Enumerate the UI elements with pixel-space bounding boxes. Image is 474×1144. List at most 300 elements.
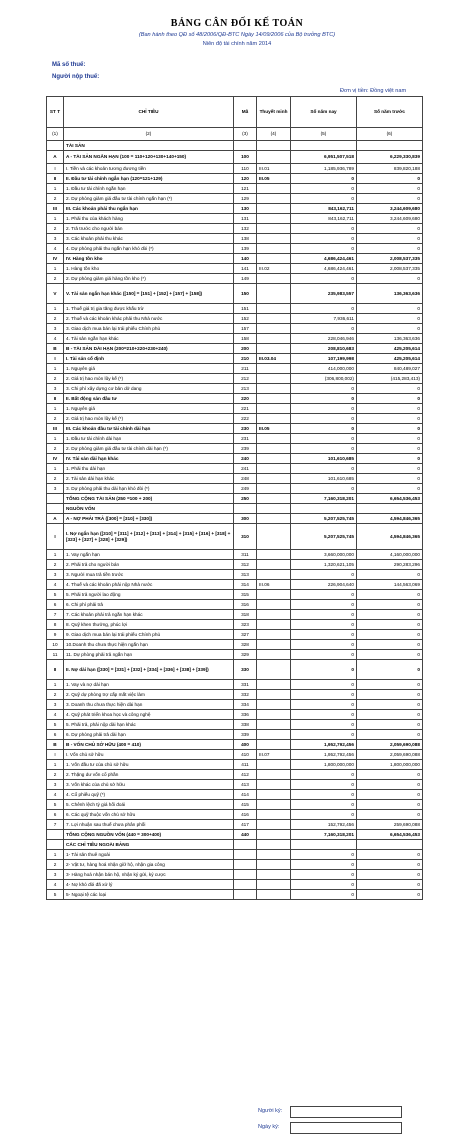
row-current-year: 0 xyxy=(291,590,357,600)
header-chi-tieu: CHỈ TIÊU xyxy=(64,97,234,128)
row-stt: 1 xyxy=(47,434,64,444)
row-code: 316 xyxy=(234,600,257,610)
row-code: 158 xyxy=(234,334,257,344)
row-previous-year: 136,363,636 xyxy=(357,284,423,304)
row-stt: 4 xyxy=(47,580,64,590)
row-item-name: II. Đầu tư tài chính ngắn hạn (120=121+129) xyxy=(64,174,234,184)
table-row xyxy=(47,464,423,474)
row-code: 138 xyxy=(234,234,257,244)
row-stt: 3 xyxy=(47,570,64,580)
row-current-year: 0 xyxy=(291,244,357,254)
table-row xyxy=(47,580,423,590)
row-item-name: NGUỒN VỐN xyxy=(64,504,234,514)
table-row xyxy=(47,524,423,550)
row-current-year: 5,207,525,745 xyxy=(291,524,357,550)
row-item-name: 4. Tài sản ngắn hạn khác xyxy=(64,334,234,344)
row-previous-year: 425,205,614 xyxy=(357,354,423,364)
row-code xyxy=(234,850,257,860)
row-current-year: 0 xyxy=(291,610,357,620)
row-code xyxy=(234,141,257,151)
table-row xyxy=(47,344,423,354)
row-current-year: 208,810,683 xyxy=(291,344,357,354)
sign-date-label: Ngày ký: xyxy=(258,1124,280,1130)
index-cell: (1) xyxy=(47,128,64,141)
table-row xyxy=(47,730,423,740)
row-current-year: 101,610,685 xyxy=(291,474,357,484)
row-previous-year: 2,008,537,335 xyxy=(357,264,423,274)
row-code: 132 xyxy=(234,224,257,234)
row-item-name: 7. Các khoản phải trả ngắn hạn khác xyxy=(64,610,234,620)
table-row xyxy=(47,780,423,790)
row-stt: 4 xyxy=(47,880,64,890)
row-current-year: 228,046,946 xyxy=(291,334,357,344)
row-note-ref xyxy=(257,394,291,404)
index-cell: (2) xyxy=(64,128,234,141)
row-note-ref xyxy=(257,384,291,394)
row-item-name: 2. Dự phòng giảm giá hàng tồn kho (*) xyxy=(64,274,234,284)
row-current-year: 101,610,685 xyxy=(291,454,357,464)
table-row xyxy=(47,640,423,650)
row-stt: 1 xyxy=(47,214,64,224)
row-previous-year: 6,229,330,839 xyxy=(357,151,423,164)
row-note-ref xyxy=(257,234,291,244)
row-item-name: III. Các khoản phải thu ngắn hạn xyxy=(64,204,234,214)
row-code: 151 xyxy=(234,304,257,314)
header-thuyet-minh: Thuyết minh xyxy=(257,97,291,128)
row-note-ref xyxy=(257,514,291,524)
row-code: 139 xyxy=(234,244,257,254)
table-row xyxy=(47,244,423,254)
row-code: 200 xyxy=(234,344,257,354)
row-note-ref xyxy=(257,444,291,454)
row-note-ref xyxy=(257,710,291,720)
row-previous-year xyxy=(357,141,423,151)
row-item-name: 1. Vốn đầu tư của chủ sở hữu xyxy=(64,760,234,770)
row-previous-year: 0 xyxy=(357,600,423,610)
row-item-name: 4. Quỹ phát triển khoa học và công nghệ xyxy=(64,710,234,720)
row-stt: 1 xyxy=(47,364,64,374)
row-previous-year: 0 xyxy=(357,464,423,474)
row-previous-year: 0 xyxy=(357,404,423,414)
table-row xyxy=(47,224,423,234)
row-stt: 2 xyxy=(47,560,64,570)
row-current-year: 0 xyxy=(291,620,357,630)
row-current-year: 7,160,318,201 xyxy=(291,830,357,840)
row-stt: 10 xyxy=(47,640,64,650)
index-cell: (6) xyxy=(357,128,423,141)
row-current-year: 1,320,621,105 xyxy=(291,560,357,570)
table-row xyxy=(47,850,423,860)
row-stt: 9 xyxy=(47,630,64,640)
row-note-ref xyxy=(257,890,291,900)
balance-sheet-table xyxy=(46,96,423,900)
row-item-name: III. Các khoản đầu tư tài chính dài hạn xyxy=(64,424,234,434)
table-row xyxy=(47,560,423,570)
index-cell: (5) xyxy=(291,128,357,141)
row-code: 331 xyxy=(234,680,257,690)
row-note-ref xyxy=(257,880,291,890)
row-item-name: V. Tài sản ngắn hạn khác ([150] = [151] + [152] + [157] + [158]) xyxy=(64,284,234,304)
row-current-year: 1,952,792,456 xyxy=(291,750,357,760)
row-current-year: 0 xyxy=(291,630,357,640)
row-note-ref xyxy=(257,214,291,224)
row-stt: 7 xyxy=(47,820,64,830)
row-note-ref xyxy=(257,474,291,484)
row-note-ref xyxy=(257,364,291,374)
row-previous-year: 0 xyxy=(357,640,423,650)
row-note-ref xyxy=(257,324,291,334)
row-current-year: 0 xyxy=(291,790,357,800)
row-item-name: 6. Các quỹ thuộc vốn chủ sở hữu xyxy=(64,810,234,820)
row-code: 220 xyxy=(234,394,257,404)
row-previous-year: 839,820,188 xyxy=(357,164,423,174)
table-row xyxy=(47,750,423,760)
row-stt: 3 xyxy=(47,780,64,790)
row-note-ref xyxy=(257,194,291,204)
row-code: 222 xyxy=(234,414,257,424)
row-current-year: 0 xyxy=(291,660,357,680)
row-item-name: 5. Phải trả người lao động xyxy=(64,590,234,600)
row-current-year: 0 xyxy=(291,600,357,610)
row-previous-year: 0 xyxy=(357,244,423,254)
row-previous-year: 0 xyxy=(357,880,423,890)
table-row xyxy=(47,151,423,164)
table-row xyxy=(47,314,423,324)
row-note-ref xyxy=(257,141,291,151)
row-current-year xyxy=(291,141,357,151)
row-current-year: 107,199,998 xyxy=(291,354,357,364)
row-item-name: 6. Chi phí phải trả xyxy=(64,600,234,610)
row-item-name: 7. Lợi nhuận sau thuế chưa phân phối xyxy=(64,820,234,830)
row-code: 250 xyxy=(234,494,257,504)
row-item-name: 1. Phải thu dài hạn xyxy=(64,464,234,474)
row-code: 415 xyxy=(234,800,257,810)
row-note-ref xyxy=(257,284,291,304)
row-code: 339 xyxy=(234,730,257,740)
row-current-year: 0 xyxy=(291,710,357,720)
row-item-name: TỔNG CỘNG NGUỒN VỐN (440 = 300+400) xyxy=(64,830,234,840)
row-code: 120 xyxy=(234,174,257,184)
table-row xyxy=(47,424,423,434)
row-item-name: I. Vốn chủ sở hữu xyxy=(64,750,234,760)
row-note-ref xyxy=(257,484,291,494)
table-row xyxy=(47,404,423,414)
row-code: 210 xyxy=(234,354,257,364)
row-note-ref xyxy=(257,870,291,880)
row-note-ref xyxy=(257,244,291,254)
row-stt xyxy=(47,141,64,151)
table-row xyxy=(47,680,423,690)
row-previous-year: 0 xyxy=(357,680,423,690)
table-row xyxy=(47,141,423,151)
row-code xyxy=(234,880,257,890)
row-current-year: 0 xyxy=(291,730,357,740)
row-item-name: II. Nợ dài hạn ([330] = [331] + [332] + [334] + [336] + [338] + [339]) xyxy=(64,660,234,680)
table-row xyxy=(47,570,423,580)
row-previous-year: 0 xyxy=(357,304,423,314)
row-previous-year: 2,059,690,088 xyxy=(357,750,423,760)
row-current-year: 0 xyxy=(291,424,357,434)
table-row xyxy=(47,414,423,424)
row-stt: II xyxy=(47,174,64,184)
row-previous-year: 0 xyxy=(357,660,423,680)
table-row xyxy=(47,690,423,700)
table-row xyxy=(47,830,423,840)
table-row xyxy=(47,590,423,600)
row-note-ref xyxy=(257,780,291,790)
row-previous-year xyxy=(357,504,423,514)
table-row xyxy=(47,890,423,900)
row-item-name: 2. Thuế và các khoản khác phải thu Nhà nước xyxy=(64,314,234,324)
row-note-ref xyxy=(257,344,291,354)
row-previous-year: 0 xyxy=(357,730,423,740)
row-previous-year: 0 xyxy=(357,860,423,870)
table-row xyxy=(47,630,423,640)
table-row xyxy=(47,364,423,374)
row-previous-year: 0 xyxy=(357,610,423,620)
row-stt: 2 xyxy=(47,274,64,284)
row-previous-year: 136,363,636 xyxy=(357,334,423,344)
row-stt: 5 xyxy=(47,590,64,600)
row-previous-year: 0 xyxy=(357,630,423,640)
row-current-year: 414,000,000 xyxy=(291,364,357,374)
row-item-name: 2. Thặng dư vốn cổ phần xyxy=(64,770,234,780)
row-note-ref xyxy=(257,840,291,850)
row-note-ref xyxy=(257,414,291,424)
row-note-ref: III.07 xyxy=(257,750,291,760)
row-item-name: 4- Nợ khó đòi đã xử lý xyxy=(64,880,234,890)
row-current-year: 0 xyxy=(291,184,357,194)
row-note-ref xyxy=(257,274,291,284)
row-previous-year: 0 xyxy=(357,780,423,790)
row-item-name: II. Bất động sản đầu tư xyxy=(64,394,234,404)
row-stt: 4 xyxy=(47,710,64,720)
row-stt: 4 xyxy=(47,334,64,344)
row-note-ref xyxy=(257,224,291,234)
table-row xyxy=(47,840,423,850)
row-stt: 5 xyxy=(47,800,64,810)
row-item-name: 2. Quỹ dự phòng trợ cấp mất việc làm xyxy=(64,690,234,700)
row-item-name: 2. Tài sản dài hạn khác xyxy=(64,474,234,484)
table-row xyxy=(47,214,423,224)
row-previous-year: 0 xyxy=(357,324,423,334)
row-note-ref xyxy=(257,184,291,194)
row-stt: 2 xyxy=(47,444,64,454)
row-stt: 1 xyxy=(47,264,64,274)
row-note-ref: III.06 xyxy=(257,580,291,590)
table-row xyxy=(47,374,423,384)
row-stt xyxy=(47,494,64,504)
row-previous-year: 0 xyxy=(357,234,423,244)
row-previous-year: 840,489,027 xyxy=(357,364,423,374)
row-code: 413 xyxy=(234,780,257,790)
row-previous-year: 4,160,000,000 xyxy=(357,550,423,560)
row-previous-year: 0 xyxy=(357,174,423,184)
row-item-name: 2. Dự phòng giảm giá đầu tư tài chính ngắn hạn (*) xyxy=(64,194,234,204)
row-previous-year: 0 xyxy=(357,314,423,324)
table-row xyxy=(47,740,423,750)
row-note-ref xyxy=(257,374,291,384)
row-current-year: 0 xyxy=(291,650,357,660)
row-current-year: 235,983,557 xyxy=(291,284,357,304)
row-current-year: 1,800,000,000 xyxy=(291,760,357,770)
table-row xyxy=(47,810,423,820)
row-item-name: 3. Vốn khác của chủ sở hữu xyxy=(64,780,234,790)
row-current-year: 0 xyxy=(291,780,357,790)
row-code: 231 xyxy=(234,434,257,444)
row-previous-year: 6,654,536,453 xyxy=(357,830,423,840)
row-code: 239 xyxy=(234,444,257,454)
row-stt: 3 xyxy=(47,484,64,494)
row-current-year: 7,936,611 xyxy=(291,314,357,324)
row-code: 131 xyxy=(234,214,257,224)
row-item-name: 8. Quỹ khen thưởng, phúc lợi xyxy=(64,620,234,630)
row-item-name: 2. Giá trị hao mòn lũy kế (*) xyxy=(64,374,234,384)
row-item-name: CÁC CHỈ TIÊU NGOÀI BẢNG xyxy=(64,840,234,850)
row-note-ref: III.02 xyxy=(257,264,291,274)
row-code: 140 xyxy=(234,254,257,264)
row-note-ref xyxy=(257,610,291,620)
table-row xyxy=(47,514,423,524)
row-code: 311 xyxy=(234,550,257,560)
row-note-ref xyxy=(257,690,291,700)
header-so-nam-truoc: Số năm trước xyxy=(357,97,423,128)
table-row xyxy=(47,870,423,880)
row-stt: 1 xyxy=(47,184,64,194)
row-note-ref: III.03.04 xyxy=(257,354,291,364)
table-row xyxy=(47,860,423,870)
row-stt: II xyxy=(47,394,64,404)
row-current-year: 4,686,424,461 xyxy=(291,254,357,264)
row-item-name: 9. Giao dịch mua bán lại trái phiếu Chính phủ xyxy=(64,630,234,640)
row-current-year: 0 xyxy=(291,570,357,580)
row-stt: 2 xyxy=(47,194,64,204)
row-stt: 4 xyxy=(47,790,64,800)
row-note-ref xyxy=(257,254,291,264)
row-previous-year: 2,008,537,335 xyxy=(357,254,423,264)
row-stt: IV xyxy=(47,454,64,464)
row-note-ref xyxy=(257,850,291,860)
row-stt: IV xyxy=(47,254,64,264)
row-item-name: 1. Vay ngắn hạn xyxy=(64,550,234,560)
signer-label: Người ký: xyxy=(258,1108,283,1114)
row-current-year: 0 xyxy=(291,384,357,394)
row-current-year: 0 xyxy=(291,700,357,710)
row-previous-year: 0 xyxy=(357,434,423,444)
row-item-name: B - VỐN CHỦ SỞ HỮU (400 = 410) xyxy=(64,740,234,750)
row-item-name: 5- Ngoại tệ các loại xyxy=(64,890,234,900)
row-previous-year: 0 xyxy=(357,650,423,660)
row-code: 314 xyxy=(234,580,257,590)
table-row xyxy=(47,274,423,284)
row-current-year: 843,162,711 xyxy=(291,214,357,224)
row-note-ref xyxy=(257,550,291,560)
row-current-year: 1,952,792,456 xyxy=(291,740,357,750)
table-header-row xyxy=(47,97,423,128)
row-stt: 7 xyxy=(47,610,64,620)
row-current-year xyxy=(291,504,357,514)
row-stt: 1 xyxy=(47,760,64,770)
row-previous-year: 0 xyxy=(357,184,423,194)
taxpayer-label: Người nộp thuế: xyxy=(52,74,100,80)
row-previous-year: 0 xyxy=(357,414,423,424)
row-item-name: I. Tiền và các khoản tương đương tiền xyxy=(64,164,234,174)
table-row xyxy=(47,164,423,174)
table-row xyxy=(47,770,423,780)
row-code: 400 xyxy=(234,740,257,750)
row-previous-year: 0 xyxy=(357,810,423,820)
row-previous-year: 6,654,536,453 xyxy=(357,494,423,504)
row-note-ref xyxy=(257,730,291,740)
row-current-year: 0 xyxy=(291,234,357,244)
table-row xyxy=(47,800,423,810)
row-note-ref xyxy=(257,560,291,570)
row-note-ref xyxy=(257,314,291,324)
row-current-year: 0 xyxy=(291,870,357,880)
row-current-year: 3,660,000,000 xyxy=(291,550,357,560)
row-code: 334 xyxy=(234,700,257,710)
table-row xyxy=(47,174,423,184)
row-stt: I xyxy=(47,750,64,760)
row-previous-year: 0 xyxy=(357,474,423,484)
row-item-name: A - TÀI SẢN NGẮN HẠN (100 = 110+120+130+140+150) xyxy=(64,151,234,164)
balance-sheet-rows xyxy=(47,141,423,900)
row-stt: I xyxy=(47,354,64,364)
table-row xyxy=(47,264,423,274)
row-previous-year: 0 xyxy=(357,224,423,234)
row-previous-year: 0 xyxy=(357,454,423,464)
row-code: 213 xyxy=(234,384,257,394)
row-stt: 2 xyxy=(47,770,64,780)
row-previous-year: 425,205,614 xyxy=(357,344,423,354)
row-current-year: 0 xyxy=(291,394,357,404)
row-note-ref xyxy=(257,404,291,414)
row-note-ref xyxy=(257,680,291,690)
row-previous-year: 0 xyxy=(357,870,423,880)
row-previous-year: 0 xyxy=(357,690,423,700)
row-current-year: 0 xyxy=(291,324,357,334)
row-previous-year: 290,283,296 xyxy=(357,560,423,570)
row-item-name: 3. Chi phí xây dựng cơ bản dở dang xyxy=(64,384,234,394)
row-item-name: 3- Hàng hoá nhận bán hộ, nhận ký gửi, ký cược xyxy=(64,870,234,880)
row-code: 440 xyxy=(234,830,257,840)
page-title: BẢNG CÂN ĐỐI KẾ TOÁN xyxy=(170,18,304,29)
row-note-ref xyxy=(257,464,291,474)
sign-date-field[interactable] xyxy=(290,1122,402,1134)
row-stt: A xyxy=(47,151,64,164)
index-cell: (3) xyxy=(234,128,257,141)
row-code xyxy=(234,870,257,880)
row-code: 410 xyxy=(234,750,257,760)
row-code: 313 xyxy=(234,570,257,580)
row-stt: V xyxy=(47,284,64,304)
row-item-name: 2. Dự phòng giảm giá đầu tư tài chính dài hạn (*) xyxy=(64,444,234,454)
index-cell: (4) xyxy=(257,128,291,141)
row-code: 416 xyxy=(234,810,257,820)
table-row xyxy=(47,484,423,494)
row-stt: 2 xyxy=(47,690,64,700)
row-previous-year: 0 xyxy=(357,620,423,630)
row-code: 241 xyxy=(234,464,257,474)
table-row xyxy=(47,550,423,560)
table-row xyxy=(47,600,423,610)
table-row xyxy=(47,720,423,730)
row-item-name: 1. Nguyên giá xyxy=(64,404,234,414)
row-stt: 1 xyxy=(47,304,64,314)
signer-field[interactable] xyxy=(290,1106,402,1118)
row-previous-year: 0 xyxy=(357,700,423,710)
row-current-year: 0 xyxy=(291,404,357,414)
